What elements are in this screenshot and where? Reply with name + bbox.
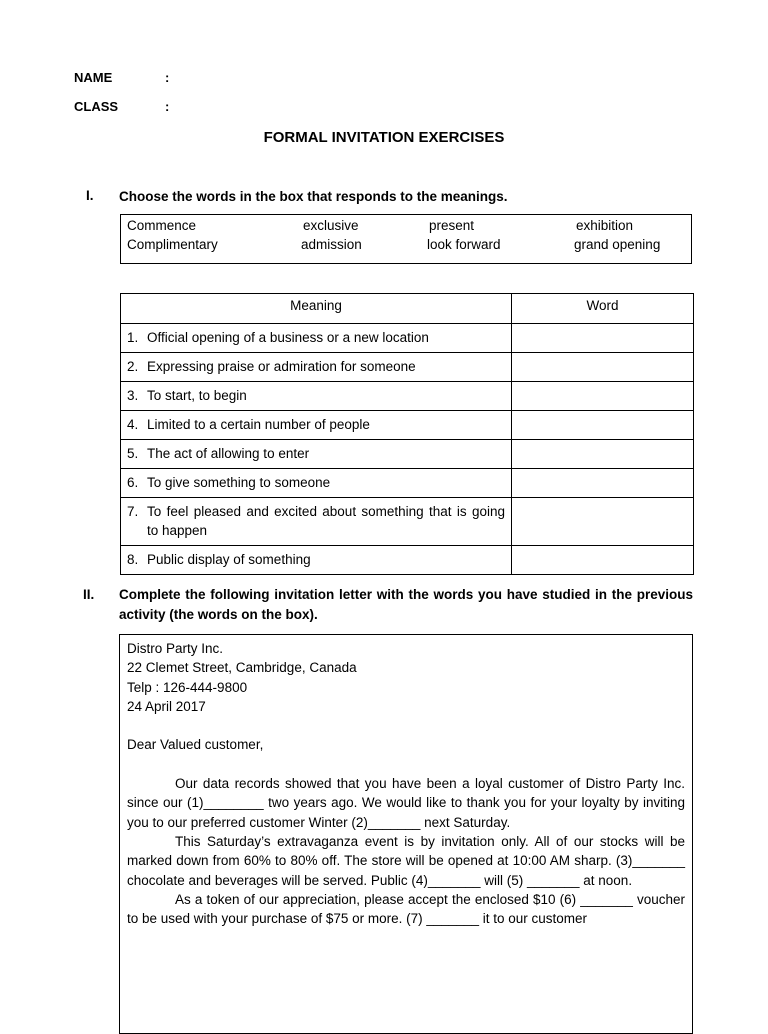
class-colon: :	[165, 99, 170, 114]
invitation-letter-box	[119, 634, 693, 1034]
row-number: 3.	[127, 388, 139, 403]
letter-company: Distro Party Inc.	[127, 641, 224, 656]
row-meaning: To give something to someone	[147, 475, 331, 490]
row-meaning: The act of allowing to enter	[147, 446, 310, 461]
table-row	[121, 353, 694, 382]
class-label: CLASS	[74, 99, 119, 114]
meaning-word-table	[120, 293, 694, 575]
table-row	[121, 411, 694, 440]
word-header: Word	[512, 294, 694, 324]
table-row	[121, 440, 694, 469]
row-number: 2.	[127, 359, 139, 374]
word-answer-cell[interactable]	[512, 440, 694, 469]
row-meaning: Public display of something	[147, 552, 311, 567]
table-row	[121, 498, 694, 546]
word-item: present	[429, 218, 475, 233]
table-row	[121, 546, 694, 575]
word-item: Complimentary	[127, 237, 218, 252]
row-meaning: Limited to a certain number of people	[147, 417, 370, 432]
word-answer-cell[interactable]	[512, 382, 694, 411]
word-item: Commence	[127, 218, 197, 233]
letter-date: 24 April 2017	[127, 698, 206, 714]
table-row	[121, 324, 694, 353]
word-item: exhibition	[576, 218, 634, 233]
row-meaning: Expressing praise or admiration for someone	[147, 359, 416, 374]
letter-address: 22 Clemet Street, Cambridge, Canada	[127, 660, 357, 676]
table-row	[121, 382, 694, 411]
row-meaning: Official opening of a business or a new location	[147, 330, 429, 345]
letter-paragraph: Our data records showed that you have been a loyal customer of Distro Party Inc. since our (1)________ two years ago. We would like to thank you for your loyalty by inviting you to our preferred customer Winter (2)_______ next Saturday.	[127, 776, 685, 830]
section2-number: II.	[83, 587, 95, 602]
word-answer-cell[interactable]	[512, 411, 694, 440]
word-item: look forward	[427, 237, 501, 252]
row-meaning: To feel pleased and excited about something that is going to happen	[147, 504, 505, 538]
word-box	[120, 214, 692, 264]
table-header-row	[121, 294, 694, 324]
letter-paragraph: This Saturday’s extravaganza event is by invitation only. All of our stocks will be marked down from 60% to 80% off. The store will be opened at 10:00 AM sharp. (3)_______ chocolate and beverages will be served. Public (4)_______ will (5) _______ at noon.	[127, 833, 685, 888]
row-number: 4.	[127, 417, 139, 432]
section2-instruction: Complete the following invitation letter with the words you have studied in the previous activity (the words on the box).	[119, 587, 693, 622]
row-number: 7.	[127, 504, 139, 519]
word-answer-cell[interactable]	[512, 324, 694, 353]
section1-number: I.	[86, 188, 94, 203]
meaning-header: Meaning	[121, 294, 512, 324]
row-number: 1.	[127, 330, 139, 345]
word-answer-cell[interactable]	[512, 353, 694, 382]
name-colon: :	[165, 70, 170, 85]
word-item: exclusive	[303, 218, 359, 233]
row-number: 8.	[127, 552, 139, 567]
row-meaning: To start, to begin	[147, 388, 247, 403]
word-answer-cell[interactable]	[512, 546, 694, 575]
word-answer-cell[interactable]	[512, 498, 694, 546]
letter-paragraph: As a token of our appreciation, please accept the enclosed $10 (6) _______ voucher to be used with your purchase of $75 or more. (7) _______ it to our customer	[127, 891, 685, 927]
table-row	[121, 469, 694, 498]
name-label: NAME	[74, 70, 113, 85]
row-number: 5.	[127, 446, 139, 461]
row-number: 6.	[127, 475, 139, 490]
letter-phone: Telp : 126-444-9800	[127, 679, 248, 695]
page-title: FORMAL INVITATION EXERCISES	[263, 129, 505, 146]
word-item: admission	[301, 237, 362, 252]
word-item: grand opening	[574, 237, 661, 252]
word-answer-cell[interactable]	[512, 469, 694, 498]
section1-instruction: Choose the words in the box that responds to the meanings.	[119, 189, 508, 204]
letter-salutation: Dear Valued customer,	[127, 737, 264, 753]
